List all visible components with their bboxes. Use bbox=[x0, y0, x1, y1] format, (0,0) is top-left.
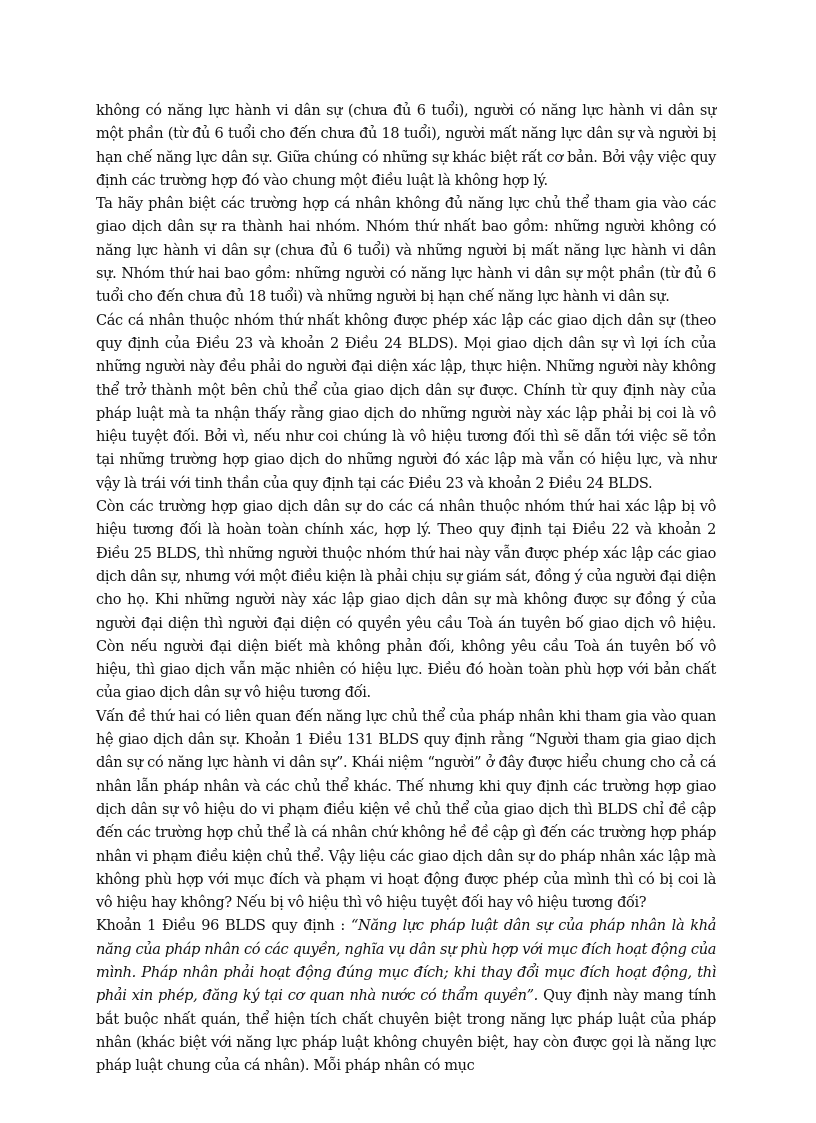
paragraph-6-tail: Quy định này mang tính bắt buộc nhất quán, thể hiện tích chất chuyên biệt trong năng lực pháp luật của pháp nhân (khác biệt với năng lực pháp luật không chuyên biệt, hay còn được gọi là năng lực pháp luật chung của cá nhân). Mỗi pháp nhân có mục bbox=[96, 988, 716, 1075]
document-page bbox=[96, 100, 716, 1078]
paragraph-4: Còn các trường hợp giao dịch dân sự do các cá nhân thuộc nhóm thứ hai xác lập bị vô hiệu tương đối là hoàn toàn chính xác, hợp lý. Theo quy định tại Điều 22 và khoản 2 Điều 25 BLDS, thì những người thuộc nhóm thứ hai này vẫn được phép xác lập các giao dịch dân sự, nhưng với một điều kiện là phải chịu sự giám sát, đồng ý của người đại diện cho họ. Khi những người này xác lập giao dịch dân sự mà không được sự đồng ý của người đại diện thì người đại diện có quyền yêu cầu Toà án tuyên bố giao dịch vô hiệu. Còn nếu người đại diện biết mà không phản đối, không yêu cầu Toà án tuyên bố vô hiệu, thì giao dịch vẫn mặc nhiên có hiệu lực. Điều đó hoàn toàn phù hợp với bản chất của giao dịch dân sự vô hiệu tương đối. bbox=[96, 499, 716, 702]
paragraph-1: không có năng lực hành vi dân sự (chưa đủ 6 tuổi), người có năng lực hành vi dân sự một phần (từ đủ 6 tuổi cho đến chưa đủ 18 tuổi), người mất năng lực dân sự và người bị hạn chế năng lực dân sự. Giữa chúng có những sự khác biệt rất cơ bản. Bởi vậy việc quy định các trường hợp đó vào chung một điều luật là không hợp lý. bbox=[96, 103, 716, 189]
paragraph-6-lead: Khoản 1 Điều 96 BLDS quy định : bbox=[96, 918, 351, 935]
paragraph-6 bbox=[96, 915, 716, 1078]
paragraph-2: Ta hãy phân biệt các trường hợp cá nhân không đủ năng lực chủ thể tham gia vào các giao dịch dân sự ra thành hai nhóm. Nhóm thứ nhất bao gồm: những người không có năng lực hành vi dân sự (chưa đủ 6 tuổi) và những người bị mất năng lực hành vi dân sự. Nhóm thứ hai bao gồm: những người có năng lực hành vi dân sự một phần (từ đủ 6 tuổi cho đến chưa đủ 18 tuổi) và những người bị hạn chế năng lực hành vi dân sự. bbox=[96, 196, 716, 306]
paragraph-3: Các cá nhân thuộc nhóm thứ nhất không được phép xác lập các giao dịch dân sự (theo quy định của Điều 23 và khoản 2 Điều 24 BLDS). Mọi giao dịch dân sự vì lợi ích của những người này đều phải do người đại diện xác lập, thực hiện. Những người này không thể trở thành một bên chủ thể của giao dịch dân sự được. Chính từ quy định này của pháp luật mà ta nhận thấy rằng giao dịch do những người này xác lập phải bị coi là vô hiệu tuyệt đối. Bởi vì, nếu như coi chúng là vô hiệu tương đối thì sẽ dẫn tới việc sẽ tồn tại những trường hợp giao dịch do những người đó xác lập mà vẫn có hiệu lực, và như vậy là trái với tinh thần của quy định tại các Điều 23 và khoản 2 Điều 24 BLDS. bbox=[96, 312, 716, 492]
legal-quote: “Năng lực pháp luật dân sự của pháp nhân là khả năng của pháp nhân có các quyền, nghĩa vụ dân sự phù hợp với mục đích hoạt động của mình. Pháp nhân phải hoạt động đúng mục đích; khi thay đổi mục đích hoạt động, thì phải xin phép, đăng ký tại cơ quan nhà nước có thẩm quyền”. bbox=[96, 918, 716, 1005]
paragraph-5: Vấn đề thứ hai có liên quan đến năng lực chủ thể của pháp nhân khi tham gia vào quan hệ giao dịch dân sự. Khoản 1 Điều 131 BLDS quy định rằng “Người tham gia giao dịch dân sự có năng lực hành vi dân sự”. Khái niệm “người” ở đây được hiểu chung cho cả cá nhân lẫn pháp nhân và các chủ thể khác. Thế nhưng khi quy định các trường hợp giao dịch dân sự vô hiệu do vi phạm điều kiện về chủ thể của giao dịch thì BLDS chỉ đề cập đến các trường hợp chủ thể là cá nhân chứ không hề đề cập gì đến các trường hợp pháp nhân vi phạm điều kiện chủ thể. Vậy liệu các giao dịch dân sự do pháp nhân xác lập mà không phù hợp với mục đích và phạm vi hoạt động được phép của mình thì có bị coi là vô hiệu hay không? Nếu bị vô hiệu thì vô hiệu tuyệt đối hay vô hiệu tương đối? bbox=[96, 708, 716, 912]
